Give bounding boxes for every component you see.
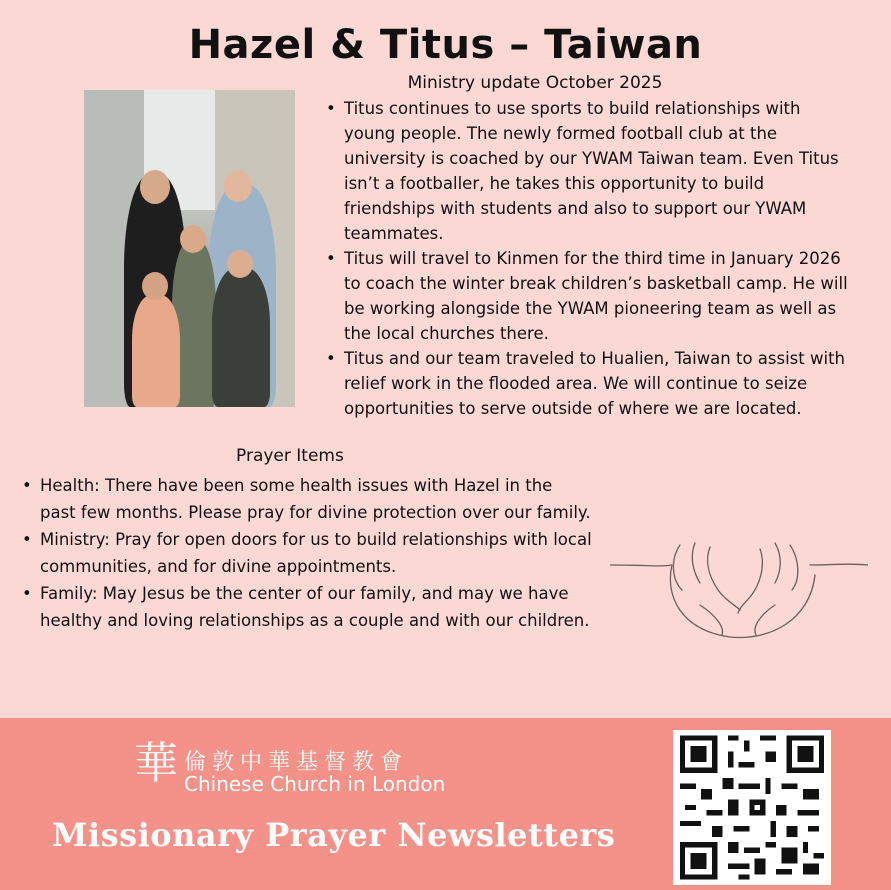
prayer-items-list xyxy=(18,472,593,634)
ministry-update-list xyxy=(322,96,852,421)
church-logo: 華 xyxy=(134,738,178,789)
church-name-chinese: 倫敦中華基督教會 xyxy=(184,750,409,775)
qr-code-icon[interactable] xyxy=(673,730,831,885)
cupped-hands-icon xyxy=(610,535,868,645)
church-name-english: Chinese Church in London xyxy=(184,772,446,796)
family-photo xyxy=(84,90,295,407)
prayer-item: • Health: There have been some health issues with Hazel in the past few months. Please pray for divine protection over our family. xyxy=(18,472,593,526)
prayer-item: • Ministry: Pray for open doors for us to build relationships with local communities, and for divine appointments. xyxy=(18,526,593,580)
page-title: Hazel & Titus – Taiwan xyxy=(188,22,703,68)
page-subtitle: Ministry update October 2025 xyxy=(407,73,663,93)
ministry-update-item: • Titus continues to use sports to build relationships with young people. The newly formed football club at the university is coached by our YWAM Taiwan team. Even Titus isn’t a footballer, he takes this opportunity to build friendships with students and also to support our YWAM teammates. xyxy=(322,96,852,246)
prayer-items-heading: Prayer Items xyxy=(236,446,344,466)
ministry-update-item: • Titus and our team traveled to Hualien, Taiwan to assist with relief work in the flooded area. We will continue to seize opportunities to serve outside of where we are located. xyxy=(322,346,852,421)
ministry-update-item: • Titus will travel to Kinmen for the third time in January 2026 to coach the winter break children’s basketball camp. He will be working alongside the YWAM pioneering team as well as the local churches there. xyxy=(322,246,852,346)
prayer-item: • Family: May Jesus be the center of our family, and may we have healthy and loving relationships as a couple and with our children. xyxy=(18,580,593,634)
newsletter-title: Missionary Prayer Newsletters xyxy=(52,816,616,854)
